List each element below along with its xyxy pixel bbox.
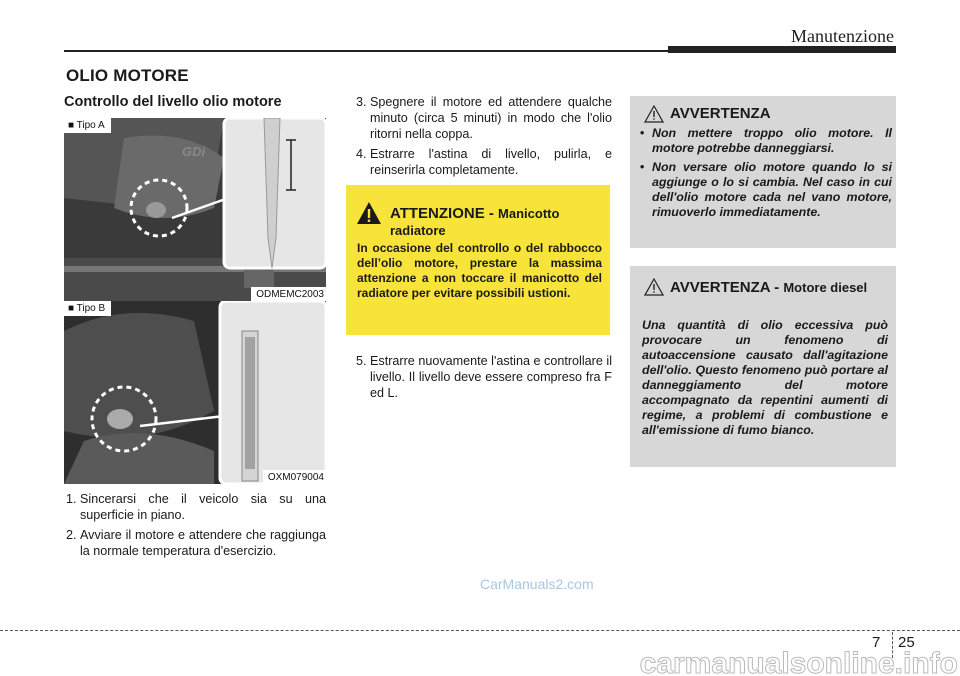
header-bar	[668, 46, 896, 53]
section-title: OLIO MOTORE	[66, 66, 189, 85]
step-text: Avviare il motore e attendere che raggiunga la normale temperatura d'esercizio.	[80, 528, 326, 558]
steps-column-2-continued	[356, 353, 612, 405]
figure-type-b	[64, 301, 326, 484]
bottom-watermark-text: carmanualsonline.info	[639, 647, 958, 676]
warning-2-title-sub: Motore diesel	[783, 280, 868, 295]
step-item	[66, 491, 326, 523]
step-text: Estrarre l'astina di livello, pulirla, e reinserirla completamente.	[370, 147, 612, 177]
figure-type-a	[64, 118, 326, 301]
caution-title-sub: Manicotto radiatore	[390, 206, 560, 238]
caution-title-main: ATTENZIONE -	[390, 205, 499, 222]
caution-title	[390, 205, 604, 239]
figure-a-label: ■ Tipo A	[64, 118, 111, 133]
subsection-title: Controllo del livello olio motore	[64, 94, 282, 110]
step-text: Sincerarsi che il veicolo sia su una superficie in piano.	[80, 492, 326, 522]
warning-triangle-icon	[356, 201, 382, 225]
list-item: • Non mettere troppo olio motore. Il motore potrebbe danneggiarsi.	[640, 126, 892, 155]
warning-1-item: Non versare olio motore quando lo si aggiunge o lo si cambia. Nel caso in cui dell'olio motore cada nel vano motore, rimuoverlo immediatamente.	[652, 160, 892, 219]
step-item	[356, 353, 612, 401]
steps-column-1	[66, 491, 326, 563]
step-item	[66, 527, 326, 559]
step-number: 2.	[66, 528, 77, 542]
figure-b-code: OXM079004	[263, 470, 326, 484]
warning-2-title	[670, 279, 870, 297]
warning-box-1	[630, 96, 896, 248]
engine-photo-a	[64, 118, 326, 301]
step-text: Spegnere il motore ed attendere qualche minuto (circa 5 minuti) in modo che l'olio ritorni nella coppa.	[370, 95, 612, 141]
warning-1-title: AVVERTENZA	[670, 105, 771, 122]
figure-b-label: ■ Tipo B	[64, 301, 111, 316]
page-number: 25	[898, 634, 915, 651]
warning-box-2	[630, 266, 896, 467]
caution-box	[346, 185, 610, 335]
step-text: Estrarre nuovamente l'astina e controllare il livello. Il livello deve essere compreso fra F ed L.	[370, 354, 612, 400]
warning-1-item: Non mettere troppo olio motore. Il motore potrebbe danneggiarsi.	[652, 126, 892, 155]
warning-1-list	[636, 126, 892, 224]
svg-text:GDi: GDi	[182, 144, 206, 159]
step-number: 3.	[356, 95, 367, 109]
steps-column-2	[356, 94, 612, 182]
page-section-number: 7	[872, 634, 881, 651]
warning-2-text: Una quantità di olio eccessiva può provocare un fenomeno di autoaccensione causato dall'agitazione dell'olio. Questo fenomeno può portare al danneggiamento del motore accompagnato da repentini aumenti di regime, a problemi di combustione e all'emissione di fumo bianco.	[642, 318, 888, 437]
list-item: • Non versare olio motore quando lo si aggiunge o lo si cambia. Nel caso in cui dell'olio motore cada nel vano motore, rimuoverlo immediatamente.	[640, 160, 892, 219]
caution-text: In occasione del controllo o del rabbocco dell’olio motore, prestare la massima attenzione a non toccare il manicotto del radiatore per evitare possibili ustioni.	[357, 241, 602, 300]
step-item	[356, 146, 612, 178]
step-number: 5.	[356, 354, 367, 368]
bottom-watermark	[160, 646, 960, 676]
watermark-text: CarManuals2.com	[480, 576, 594, 592]
warning-triangle-icon	[644, 105, 664, 123]
step-item	[356, 94, 612, 142]
figure-a-code: ODMEMC2003	[251, 287, 326, 301]
chapter-title: Manutenzione	[791, 26, 894, 46]
warning-triangle-icon	[644, 278, 664, 296]
warning-2-title-main: AVVERTENZA -	[670, 279, 784, 296]
header-rule	[64, 50, 668, 52]
footer-rule	[0, 630, 960, 631]
engine-photo-b	[64, 301, 326, 484]
step-number: 4.	[356, 147, 367, 161]
step-number: 1.	[66, 492, 77, 506]
